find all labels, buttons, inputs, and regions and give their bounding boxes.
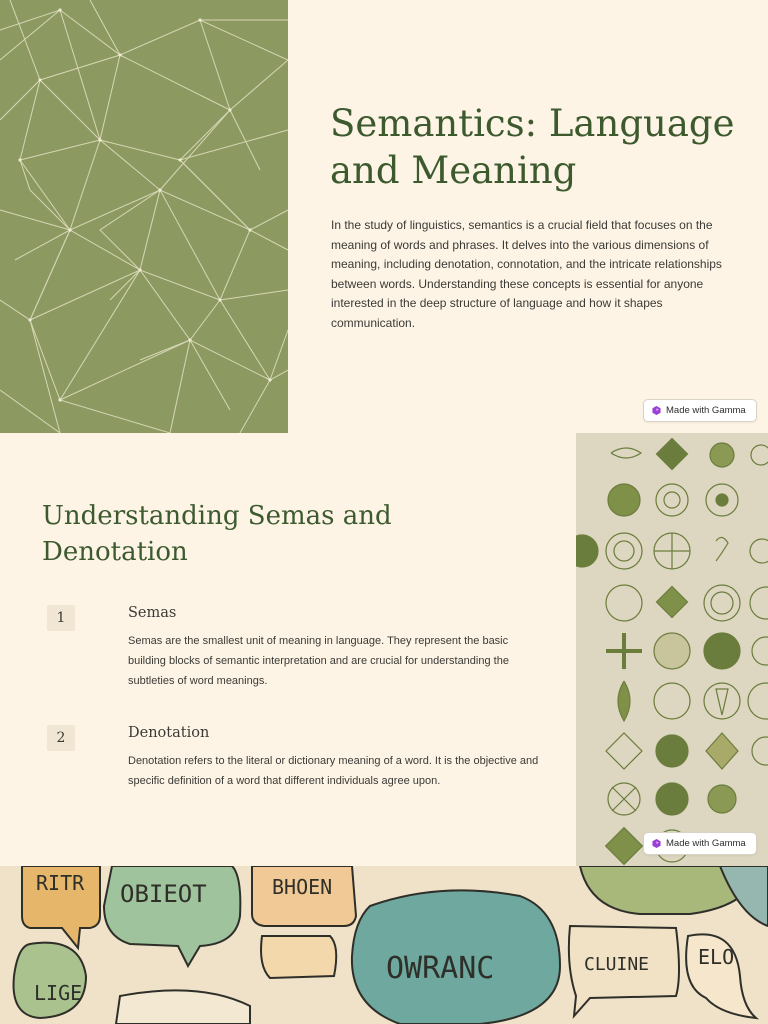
bubble-text: OBIEOT [120, 880, 207, 908]
bubble-text: LIGE [34, 981, 83, 1005]
item-title: Semas [128, 605, 177, 621]
speech-bubbles-graphic [0, 866, 768, 1024]
item-description: Semas are the smallest unit of meaning in language. They represent the basic building blocks of semantic interpretation and are crucial for understanding the subtleties of word meanings. [128, 635, 509, 687]
bubble-text: ELO [698, 945, 735, 969]
network-lines-image [0, 0, 288, 433]
bubble-text: OWRANC [386, 951, 495, 986]
network-lines-graphic [0, 0, 288, 433]
made-with-gamma-badge[interactable] [643, 832, 757, 855]
made-with-gamma-badge[interactable] [643, 399, 757, 422]
bubble-text: CLUINE [584, 954, 650, 975]
symbol-grid-image [576, 433, 768, 866]
slide-title: Semantics: Language and Meaning [330, 102, 735, 192]
gamma-badge-label: Made with Gamma [666, 838, 746, 849]
slide-semas-denotation [0, 433, 768, 866]
item-title: Denotation [128, 725, 210, 741]
list-item-semas [47, 605, 547, 695]
item-number: 1 [47, 605, 75, 631]
item-number: 2 [47, 725, 75, 751]
speech-bubbles-image [0, 866, 768, 1024]
item-description: Denotation refers to the literal or dictionary meaning of a word. It is the objective and specific definition of a word that different individuals agree upon. [128, 755, 539, 787]
slide-title: Understanding Semas and Denotation [42, 501, 392, 567]
bubble-text: RITR [36, 871, 85, 895]
bubble-text: BHOEN [272, 875, 333, 899]
gamma-badge-label: Made with Gamma [666, 405, 746, 416]
list-item-denotation [47, 725, 547, 795]
slide-intro-paragraph: In the study of linguistics, semantics is a crucial field that focuses on the meaning of words and phrases. It delves into the various dimensions of meaning, including denotation, connotation, and the intricate relationships between words. Understanding these concepts is essential for anyone interested in the deep structure of language and how it shapes communication. [331, 218, 722, 330]
symbol-grid-graphic [576, 433, 768, 866]
gamma-logo-icon [652, 839, 661, 848]
slide-intro [0, 0, 768, 433]
gamma-logo-icon [652, 406, 661, 415]
